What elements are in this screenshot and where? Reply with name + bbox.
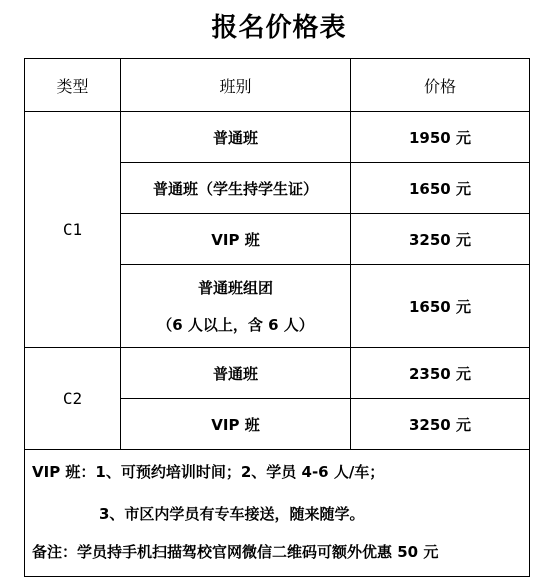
price-cell: 1650 元 <box>351 163 530 214</box>
type-cell-c2: C2 <box>25 348 121 450</box>
class-cell: VIP 班 <box>121 399 351 450</box>
note-vip-line-2: 3、市区内学员有专车接送，随来随学。 <box>99 505 365 523</box>
class-cell-multiline <box>121 265 351 348</box>
page-title: 报名价格表 <box>211 13 347 43</box>
table-row <box>25 348 530 399</box>
class-line-2: （6 人以上，含 6 人） <box>157 316 314 334</box>
price-cell: 2350 元 <box>351 348 530 399</box>
price-cell: 3250 元 <box>351 214 530 265</box>
price-cell: 1650 元 <box>351 265 530 348</box>
notes-cell <box>25 450 530 577</box>
header-price: 价格 <box>351 59 530 112</box>
class-cell: 普通班 <box>121 112 351 163</box>
price-cell: 3250 元 <box>351 399 530 450</box>
table-row <box>25 112 530 163</box>
class-line-1: 普通班组团 <box>197 279 273 297</box>
type-cell-c1: C1 <box>25 112 121 348</box>
class-cell: 普通班 <box>121 348 351 399</box>
table-header-row <box>25 59 530 112</box>
notes-row <box>25 450 530 577</box>
header-class: 班别 <box>121 59 351 112</box>
note-vip-line-1: VIP 班：1、可预约培训时间；2、学员 4-6 人/车； <box>32 463 385 481</box>
note-remark: 备注：学员持手机扫描驾校官网微信二维码可额外优惠 50 元 <box>32 543 439 561</box>
header-type: 类型 <box>25 59 121 112</box>
price-table <box>24 58 530 577</box>
class-cell: VIP 班 <box>121 214 351 265</box>
price-cell: 1950 元 <box>351 112 530 163</box>
class-cell: 普通班（学生持学生证） <box>121 163 351 214</box>
